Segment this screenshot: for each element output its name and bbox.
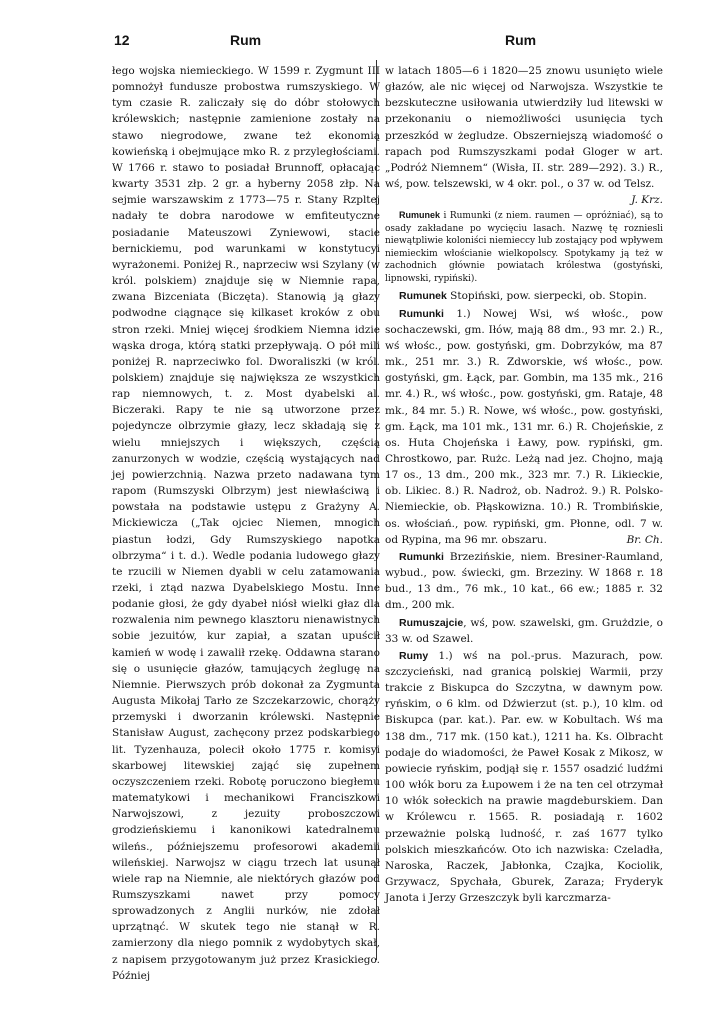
dictionary-entry (385, 209, 663, 285)
right-column (385, 63, 663, 906)
paragraph-text: w latach 1805—6 i 1820—25 znowu usunięto wiele głazów, ale nic więcej od Narwojsza. Wszystkie te bezskuteczne usiłowania utwierdziły lud litewski w przekonaniu o niemożliwości usunięcia tych przeszkód w żegludze. Obszerniejszą wiadomość o rapach pod Rumszyszkami podał Gloger w art. „Podróż Niemnem“ (Wisła, II. str. 289—292). 3.) R., wś, pow. telszewski, w 4 okr. pol., o 37 w. od Telsz. (385, 65, 663, 191)
page-number: 12 (114, 32, 130, 48)
entry-headword: Rumunek (399, 210, 441, 221)
running-head-left: Rum (230, 32, 262, 48)
entry-text: i Rumunki (z niem. raumen — opróżniać), są to osady zakładane po wycięciu lasach. Nazwę tę rozniesli niewątpliwie koloniści niemieccy lub zostający pod wpływem niemieckim włościanie wielkopolscy. Spotykamy ją też w zachodnich głównie powiatach królestwa (gostyński, lipnowski, rypiński). (385, 211, 664, 284)
dictionary-entry (385, 549, 663, 614)
left-column (112, 63, 380, 984)
entry-text: Stopiński, pow. sierpecki, ob. Stopin. (446, 290, 647, 303)
page-header (112, 32, 672, 54)
signature-text: J. Krz. (631, 194, 663, 207)
entry-headword: Rumy (399, 649, 429, 662)
dictionary-entry (385, 648, 663, 907)
entry-headword: Rumunek (399, 290, 447, 303)
entry-headword: Rumunki (399, 550, 444, 563)
entry-text: 1.) wś na pol.-prus. Mazurach, pow. szczycieński, nad granicą polskiej Warmii, przy trakcie z Biskupca do Szczytna, w dawnym pow. ryńskim, o 6 klm. od Dźwierzut (st. p.), 10 klm. od Biskupca (par. kat.). Par. ew. w Kobultach. Wś ma 138 dm., 717 mk. (150 kat.), 1211 ha. Ks. Olbracht podaje do wiadomości, że Paweł Kosak z Mikosz, w powiecie ryńskim, podjął się r. 1557 osadzić ludźmi 100 włók boru za Łupowem i że na ten cel otrzymał 10 włók sołeckich na prawie magdeburskiem. Dan w Królewcu r. 1565. R. posiadają r. 1602 przeważnie polską ludność, r. zaś 1677 tylko polskich mieszkańców. Oto ich nazwiska: Czeladła, Naroska, Raczek, Jabłonka, Czajka, Kociolik, Grzywacz, Spychała, Gburek, Zaraza; Fryderyk Janota i Jerzy Grzeszczyk byli karczmarza- (385, 649, 663, 905)
dictionary-entry (385, 288, 663, 304)
entry-text: , wś, pow. szawelski, gm. Grużdzie, o 33 w. od Szawel. (385, 616, 663, 645)
entry-text: 1.) Nowej Wsi, wś włośc., pow sochaczewski, gm. Iłów, mają 88 dm., 93 mr. 2.) R., wś włośc., pow. gostyński, gm. Dobrzyków, ma 87 mk., 251 mr. 3.) R. Zdworskie, wś włośc., pow. gostyński, gm. Łąck, par. Gombin, ma 135 mk., 216 mr. 4.) R., wś włośc., pow. gostyński, gm. Rataje, 48 mk., 84 mr. 5.) R. Nowe, wś włośc., pow. gostyński, gm. Łąck, ma 101 mk., 131 mr. 6.) R. Chojeńskie, z os. Huta Chojeńska i Ławy, pow. rypiński, gm. Chrostkowo, par. Rużc. Leżą nad jez. Chojno, mają 17 os., 13 dm., 200 mk., 323 mr. 7.) R. Likieckie, ob. Likiec. 8.) R. Nadroż, ob. Nadroż. 9.) R. Polsko-Niemieckie, ob. Płąskowizna. 10.) R. Trombińskie, os. włościań., pow. rypiński, gm. Płonne, odl. 7 w. od Rypina, ma 96 mr. obszaru. (385, 307, 663, 546)
entry-text: Brzezińskie, niem. Bresiner-Raumland, wybud., pow. świecki, gm. Brzeziny. W 1868 r. 18 bud., 13 dm., 76 mk., 10 kat., 66 ew.; 1885 r. 32 dm., 200 mk. (385, 550, 663, 612)
author-signature (385, 192, 663, 208)
author-signature: Br. Ch. (626, 533, 663, 546)
running-head-right: Rum (505, 32, 537, 48)
dictionary-entry (385, 306, 663, 548)
entry-headword: Rumunki (399, 307, 444, 320)
article-paragraph (385, 63, 663, 192)
dictionary-entry (385, 615, 663, 647)
entry-headword: Rumuszajcie (399, 616, 464, 629)
article-paragraph: łego wojska niemieckiego. W 1599 r. Zygmunt III pomnożył fundusze probostwa rumszyskiego. W tym czasie R. zaliczały się do dóbr stołowych królewskich; następnie zamienione zostały na stawo niegrodowe, zwane też ekonomią kowieńską i obejmujące mko R. z przyległościami. W 1766 r. stawo to posiadał Brunnoff, opłacając kwarty 3531 złp. 2 gr. a hyberny 2058 złp. Na sejmie warszawskim z 1773—75 r. Stany Rzpltej nadały te dobra narodowe w emfiteutyczne posiadanie Mateuszowi Zyniewowi, stacie bernickiemu, pod warunkami w konstytucyi wyrażonemi. Poniżej R., naprzeciw wsi Szylany (w król. polskiem) znajduje się w Niemnie rapa, zwana Bizceniata (Biczęta). Stanowią ją głazy podwodne ciągnące się kilkaset kroków z obu stron rzeki. Mniej więcej środkiem Niemna idzie wąska droga, którą statki przepływają. O pół mili poniżej R. naprzeciwko fol. Dworaliszki (w król. polskiem) znajduje się największa ze wszystkich rap niemnowych, t. z. Most dyabelski al. Biczeraki. Rapy te nie są utworzone przez pojedyncze olbrzymie głazy, lecz składają się z wielu mniejszych i większych, częścią zanurzonych w wodzie, częścią wystających nad jej powierzchnią. Nazwa przeto nadawana tym rapom (Rumszyski Olbrzym) jest niewłaściwą i powstała na podstawie ustępu z Grażyny A. Mickiewicza („Tak ojciec Niemen, mnogich piastun łodzi, Gdy Rumszyskiego napotka olbrzyma“ i t. d.). Wedle podania ludowego głazy te rzucili w Niemen dyabli w celu zatamowania rzeki, i ztąd nazwa Dyabelskiego Mostu. Inne podanie głosi, że gdy dyabeł niósł wielki głaz dla rozwalenia nim pewnego klasztoru nienawistnych sobie jezuitów, kur zapiał, a szatan upuścił kamień w wodę i zawalił rzekę. Oddawna starano się o usunięcie głazów, tamujących żeglugę na Niemnie. Pierwszych prób dokonał za Zygmunta Augusta Mikołaj Tarło ze Szczekarzowic, chorąży przemyski i dworzanin królewski. Następnie Stanisław August, zachęcony przez podskarbiego lit. Tyzenhauza, polecił około 1775 r. komisyi skarbowej litewskiej zająć się zupełnem oczyszczeniem rzeki. Robotę poruczono biegłemu matematykowi i mechanikowi Franciszkowi Narwojszowi, z jezuity proboszczowi grodzieńskiemu i kanonikowi katedralnemu wileńs., późniejszemu profesorowi akademii wileńskiej. Narwojsz w ciągu trzech lat usunął wiele rap na Niemnie, ale niektórych głazów pod Rumszyszkami nawet przy pomocy sprowadzonych z Anglii nurków, nie zdołał uprzątnąć. W skutek tego nie stanął w R. zamierzony dla niego pomnik z wydobytych skał, z napisem przygotowanym już przez Krasickiego. Później (112, 65, 380, 982)
